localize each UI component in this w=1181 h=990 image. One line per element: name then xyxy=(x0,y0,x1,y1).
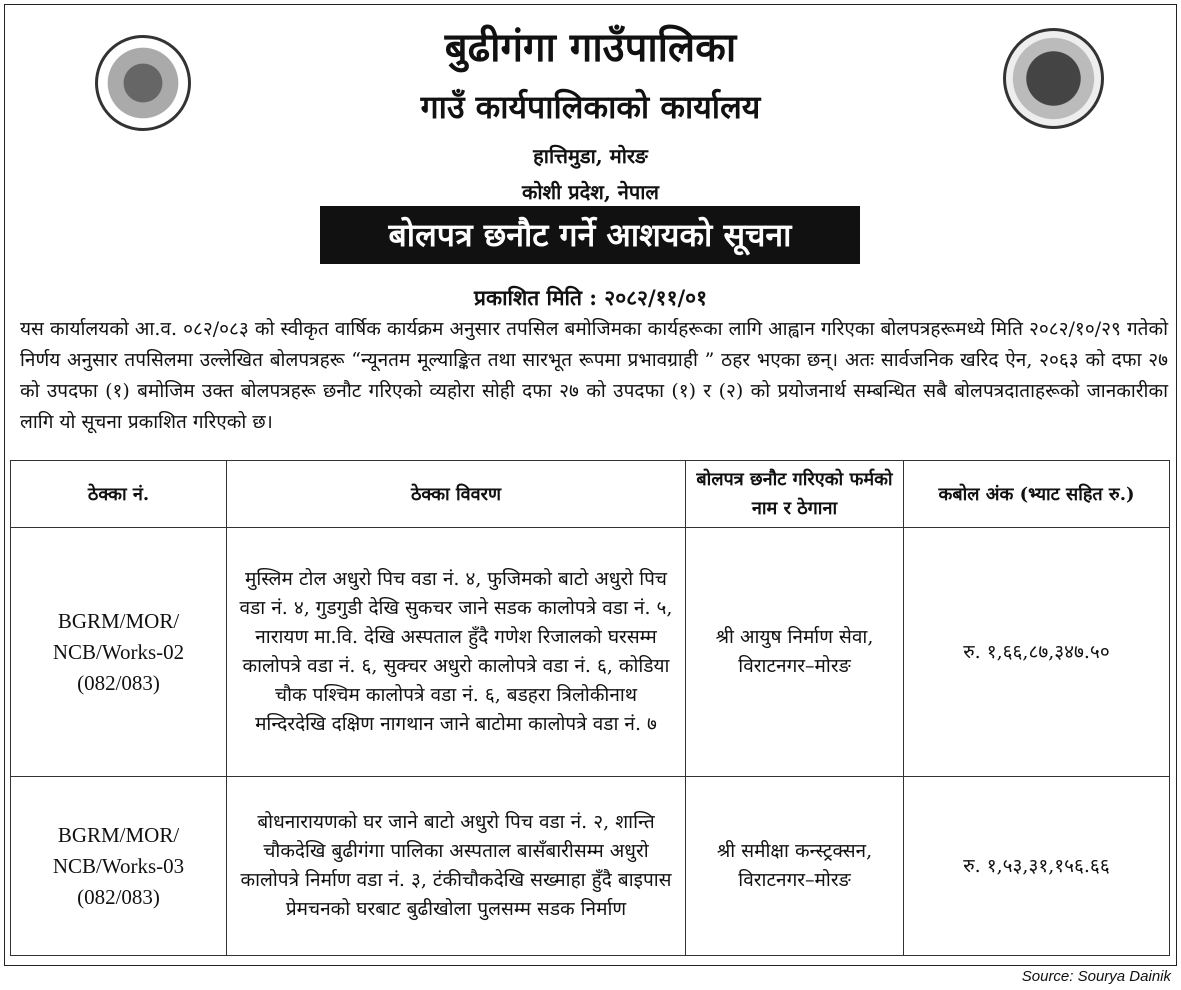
municipality-name: बुढीगंगा गाउँपालिका xyxy=(444,24,737,71)
header-contract-no: ठेक्का नं. xyxy=(11,461,227,528)
amount: रु. १,६६,८७,३४७.५० xyxy=(904,528,1170,777)
notice-body: यस कार्यालयको आ.व. ०८२/०८३ को स्वीकृत वार्षिक कार्यक्रम अनुसार तपसिल बमोजिमका कार्यहरूका लागि आह्वान गरिएका बोलपत्रहरूमध्ये मिति २०८२/१०/२९ गतेको निर्णय अनुसार तपसिलमा उल्लेखित बोलपत्रहरू “न्यूनतम मूल्याङ्कित तथा सारभूत रूपमा प्रभावग्राही ” ठहर भएका छन्। अतः सार्वजनिक खरिद ऐन, २०६३ को दफा २७ को उपदफा (१) बमोजिम उक्त बोलपत्रहरू छनौट गरिएको व्यहोरा सोही दफा २७ को उपदफा (१) र (२) को प्रयोजनार्थ सम्बन्धित सबै बोलपत्रदाताहरूको जानकारीका लागि यो सूचना प्रकाशित गरिएको छ। xyxy=(20,318,1168,433)
description: बोधनारायणको घर जाने बाटो अधुरो पिच वडा नं. २, शान्ति चौकदेखि बुढीगंगा पालिका अस्पताल बासँबारीसम्म अधुरो कालोपत्रे निर्माण वडा नं. ३, टंकीचौकदेखि सख्माहा हुँदै बाइपास प्रेमचनको घरबाट बुढीखोला पुलसम्म सडक निर्माण xyxy=(227,777,686,956)
header-description: ठेक्का विवरण xyxy=(227,461,686,528)
source-credit: Source: Sourya Dainik xyxy=(1021,968,1171,985)
address-line2: कोशी प्रदेश, नेपाल xyxy=(521,180,659,204)
header-amount: कबोल अंक (भ्याट सहित रु.) xyxy=(904,461,1170,528)
office-name: गाउँ कार्यपालिकाको कार्यालय xyxy=(420,88,761,126)
table-row xyxy=(11,528,1170,777)
contracts-table xyxy=(10,460,1170,956)
table-header-row xyxy=(11,461,1170,528)
firm: श्री आयुष निर्माण सेवा, विराटनगर–मोरङ xyxy=(686,528,904,777)
firm: श्री समीक्षा कन्स्ट्रक्सन, विराटनगर–मोरङ xyxy=(686,777,904,956)
amount: रु. १,५३,३१,१५६.६६ xyxy=(904,777,1170,956)
header-firm: बोलपत्र छनौट गरिएको फर्मको नाम र ठेगाना xyxy=(686,461,904,528)
description: मुस्लिम टोल अधुरो पिच वडा नं. ४, फुजिमको बाटो अधुरो पिच वडा नं. ४, गुडगुडी देखि सुकचर जाने सडक कालोपत्रे वडा नं. ५, नारायण मा.वि. देखि अस्पताल हुँदै गणेश रिजालको घरसम्म कालोपत्रे वडा नं. ६, सुक्चर अधुरो कालोपत्रे वडा नं. ६, कोडिया चौक पश्चिम कालोपत्रे वडा नं. ६, बडहरा त्रिलोकीनाथ मन्दिरदेखि दक्षिण नागथान जाने बाटोमा कालोपत्रे वडा नं. ७ xyxy=(227,528,686,777)
contract-no: BGRM/MOR/ NCB/Works-02 (082/083) xyxy=(11,528,227,777)
published-date: प्रकाशित मिति : २०८२/११/०१ xyxy=(474,285,707,310)
notice-title: बोलपत्र छनौट गर्ने आशयको सूचना xyxy=(320,206,860,264)
address-line1: हात्तिमुडा, मोरङ xyxy=(533,144,648,168)
table-row xyxy=(11,777,1170,956)
contract-no: BGRM/MOR/ NCB/Works-03 (082/083) xyxy=(11,777,227,956)
